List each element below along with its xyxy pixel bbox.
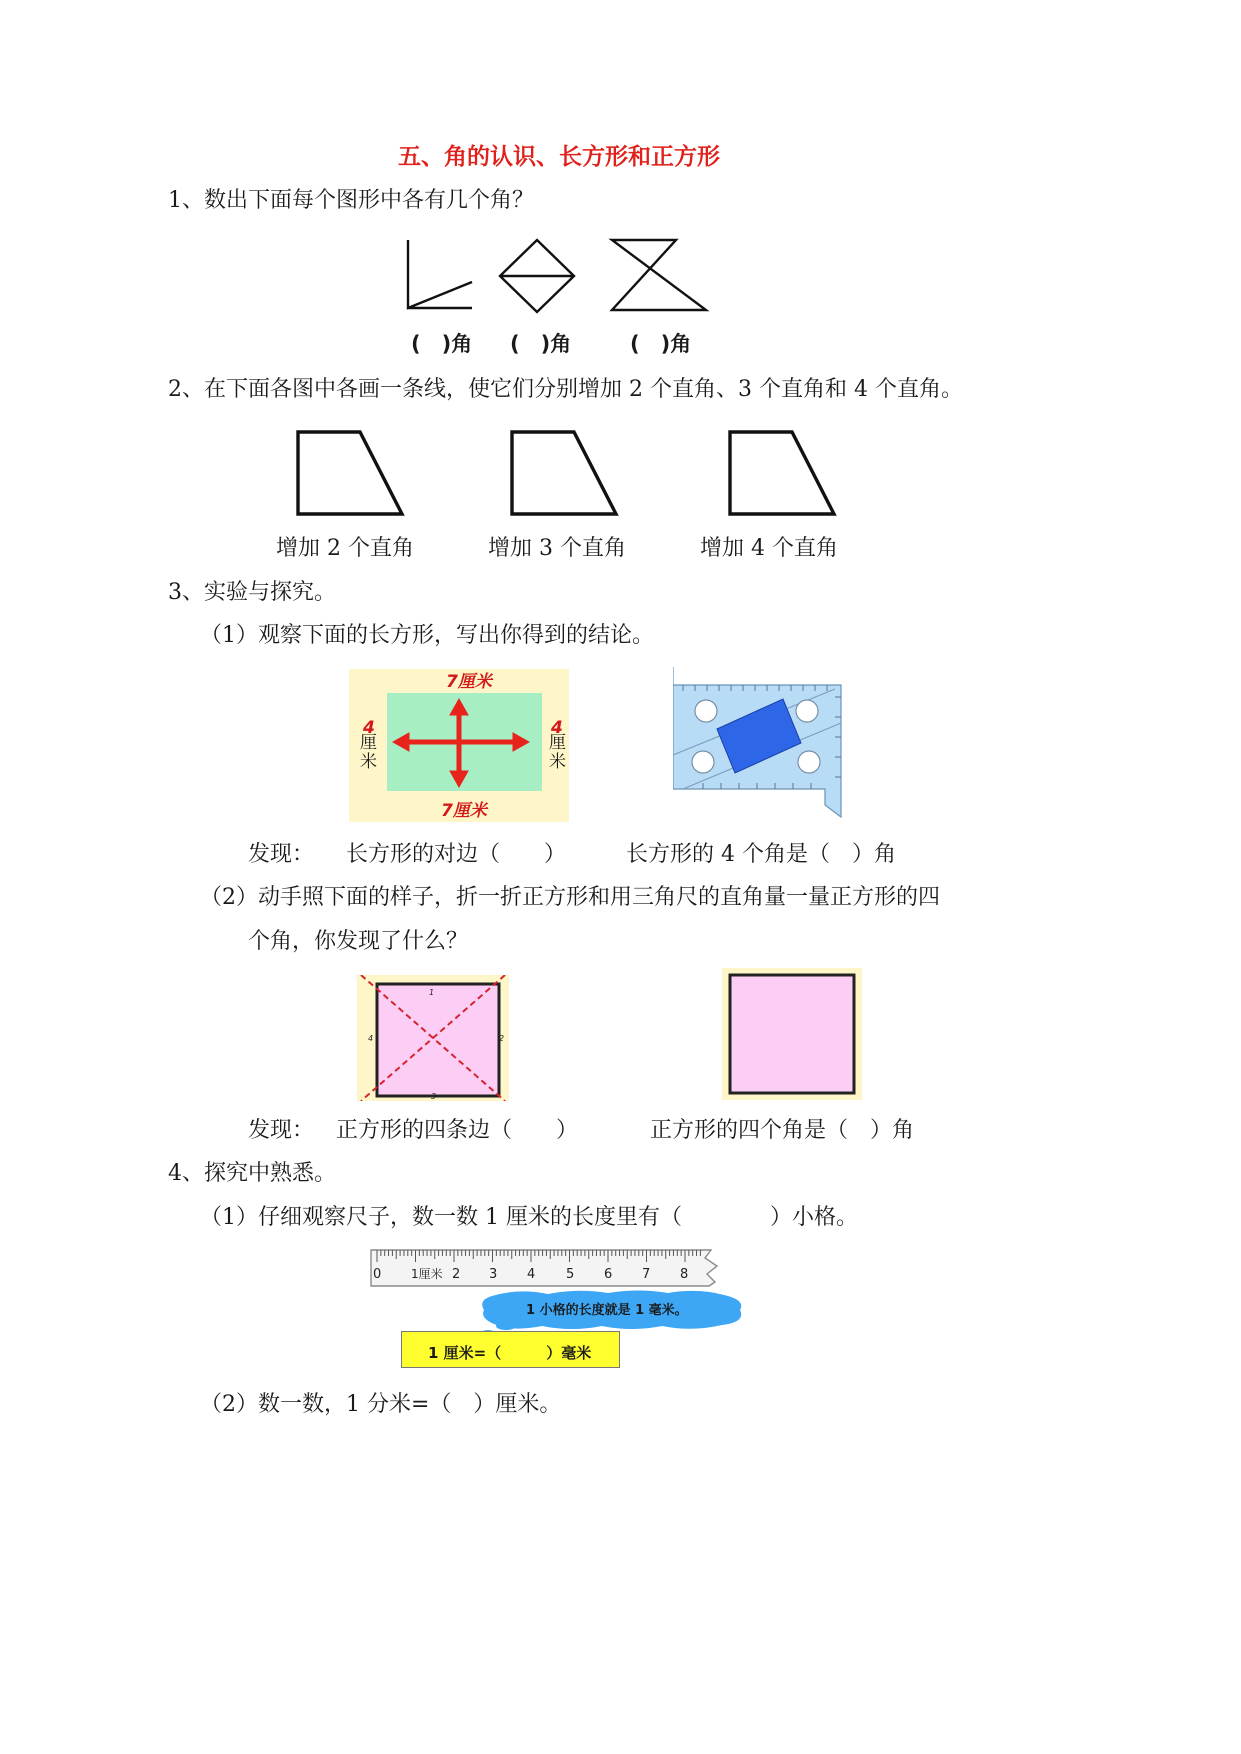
speech-bubble	[478, 1288, 748, 1332]
q1-caption-1: ( )角	[411, 332, 473, 356]
finding-2-a: 正方形的四条边（ ）	[336, 1118, 579, 1143]
q2-caption-1: 增加 2 个直角	[276, 536, 414, 561]
trapezoid-3	[730, 432, 834, 514]
square-edge-number-3: 3	[431, 1092, 437, 1101]
hole-2	[796, 700, 818, 722]
ruler-label-4: 4	[527, 1267, 536, 1282]
pink-square	[377, 984, 499, 1096]
conversion-box-text: 1 厘米=（ ）毫米	[428, 1344, 592, 1362]
question-3-part-1: （1）观察下面的长方形，写出你得到的结论。	[200, 623, 654, 648]
trapezoid-1	[298, 432, 402, 514]
square-edge-number-4: 4	[368, 1034, 374, 1043]
square-edge-number-2: 2	[499, 1034, 505, 1043]
square-edge-number-1: 1	[429, 988, 435, 997]
rect-label-top: 7厘米	[446, 672, 492, 692]
finding-2-label: 发现：	[248, 1118, 315, 1143]
question-3-part-2-line-1: （2）动手照下面的样子，折一折正方形和用三角尺的直角量一量正方形的四	[200, 885, 940, 910]
ruler-label-3: 3	[489, 1267, 498, 1282]
hole-3	[692, 751, 714, 773]
question-4-part-2: （2）数一数，1 分米=（ ）厘米。	[200, 1392, 562, 1417]
bubble-text: 1 小格的长度就是 1 毫米。	[526, 1303, 688, 1318]
ruler-label-0: 0	[373, 1267, 382, 1282]
hole-1	[695, 700, 717, 722]
square-figure	[722, 968, 862, 1100]
rect-label-bottom: 7厘米	[441, 801, 487, 821]
question-3-part-2-line-2: 个角，你发现了什么？	[248, 929, 469, 954]
rect-label-right-num: 4	[551, 718, 563, 738]
ruler-label-6: 6	[604, 1267, 613, 1282]
ruler-label-1: 1厘米	[411, 1267, 443, 1281]
question-2: 2、在下面各图中各画一条线，使它们分别增加 2 个直角、3 个直角和 4 个直角。	[168, 377, 963, 402]
rect-label-left-num: 4	[363, 718, 375, 738]
pink-square-2	[730, 975, 854, 1093]
rhombus-figure	[500, 240, 574, 312]
page-title: 五、角的认识、长方形和正方形	[398, 143, 720, 170]
q2-caption-3: 增加 4 个直角	[700, 536, 838, 561]
q1-caption-3: ( )角	[630, 332, 692, 356]
angle-figure	[408, 240, 472, 308]
rect-label-left-unit: 厘米	[360, 733, 377, 772]
set-square-figure	[673, 667, 845, 819]
rectangle-figure	[349, 669, 569, 822]
ruler-label-8: 8	[680, 1267, 689, 1282]
ruler-label-5: 5	[566, 1267, 575, 1282]
rect-label-right-unit: 厘米	[549, 733, 566, 772]
question-4: 4、探究中熟悉。	[168, 1161, 336, 1186]
finding-2-b: 正方形的四个角是（ ）角	[650, 1118, 915, 1143]
question-3: 3、实验与探究。	[168, 580, 336, 605]
ruler-figure	[369, 1246, 721, 1290]
finding-1-a: 长方形的对边（ ）	[346, 842, 567, 867]
hole-4	[798, 751, 820, 773]
q2-caption-2: 增加 3 个直角	[488, 536, 626, 561]
question-4-part-1: （1）仔细观察尺子，数一数 1 厘米的长度里有（ ）小格。	[200, 1205, 858, 1230]
ruler-label-2: 2	[452, 1267, 461, 1282]
folded-square-figure	[357, 975, 509, 1101]
q1-caption-2: ( )角	[510, 332, 572, 356]
finding-1-label: 发现：	[248, 842, 315, 867]
ruler-label-7: 7	[642, 1267, 651, 1282]
question-1: 1、数出下面每个图形中各有几个角？	[168, 188, 534, 213]
trapezoid-figures	[290, 426, 840, 522]
hourglass-figure	[612, 240, 706, 310]
trapezoid-2	[512, 432, 616, 514]
finding-1-b: 长方形的 4 个角是（ ）角	[626, 842, 896, 867]
angle-figures	[400, 232, 720, 318]
